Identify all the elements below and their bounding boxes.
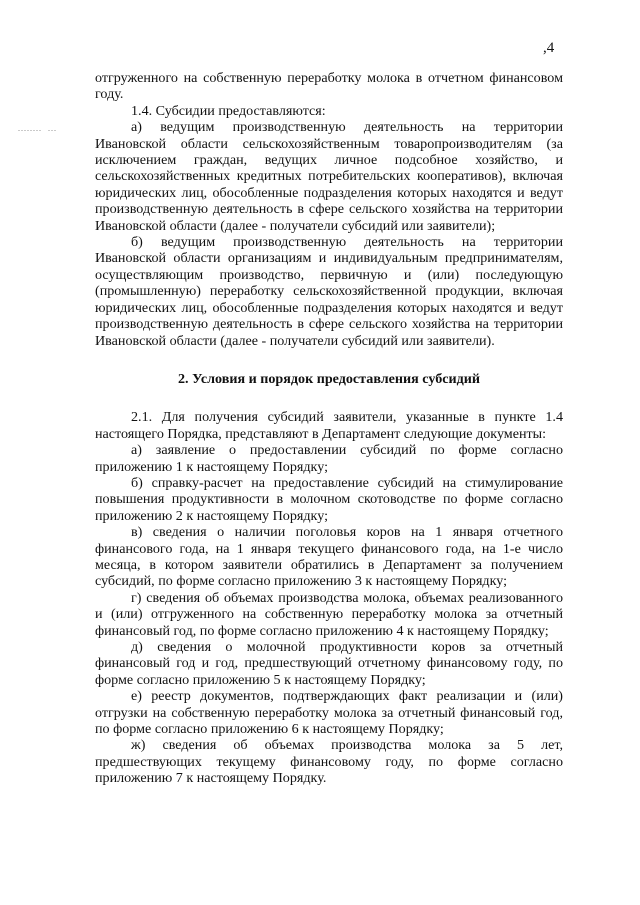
paragraph-2-1-zh: ж) сведения об объемах производства молока за 5 лет, предшествующих текущему финансовому году, по форме согласно приложению 7 к настоящему Порядку. bbox=[95, 737, 563, 787]
paragraph-1-4-b: б) ведущим производственную деятельность на территории Ивановской области организациям и индивидуальным предпринимателям, осуществляющим производство, первичную и (или) последующую (промышленную) переработку сельскохозяйственной продукции, включая юридических лиц, обособленные подразделения которых находятся и ведут производственную деятельность в сфере сельского хозяйства на территории Ивановской области (далее - получатели субсидий или заявители). bbox=[95, 234, 563, 349]
scan-artifact: ........ ... bbox=[18, 124, 57, 133]
paragraph-2-1-a: а) заявление о предоставлении субсидий по форме согласно приложению 1 к настоящему Порядку; bbox=[95, 442, 563, 475]
paragraph-2-1: 2.1. Для получения субсидий заявители, указанные в пункте 1.4 настоящего Порядка, представляют в Департамент следующие документы: bbox=[95, 409, 563, 442]
section-heading: 2. Условия и порядок предоставления субсидий bbox=[177, 370, 481, 387]
paragraph-2-1-v: в) сведения о наличии поголовья коров на 1 января отчетного финансового года, на 1 января текущего финансового года, на 1-е число месяца, в котором заявители обратились в Департамент за получением субсидий, по форме согласно приложению 3 к настоящему Порядку; bbox=[95, 524, 563, 590]
paragraph-1-4: 1.4. Субсидии предоставляются: bbox=[131, 102, 326, 119]
page-number: ,4 bbox=[543, 40, 555, 56]
paragraph-continuation: отгруженного на собственную переработку молока в отчетном финансовом году. bbox=[95, 70, 563, 103]
paragraph-2-1-e: е) реестр документов, подтверждающих факт реализации и (или) отгрузки на собственную переработку молока за отчетный финансовый год, по форме согласно приложению 6 к настоящему Порядку; bbox=[95, 688, 563, 738]
paragraph-2-1-b: б) справку-расчет на предоставление субсидий на стимулирование повышения продуктивности в молочном скотоводстве по форме согласно приложению 2 к настоящему Порядку; bbox=[95, 474, 563, 524]
paragraph-1-4-a: а) ведущим производственную деятельность на территории Ивановской области сельскохозяйственным товаропроизводителям (за исключением граждан, ведущих личное подсобное хозяйство, и сельскохозяйственных кредитных потребительских кооперативов), включая юридических лиц, обособленные подразделения которых находятся и ведут производственную деятельность в сфере сельского хозяйства на территории Ивановской области (далее - получатели субсидий или заявители); bbox=[95, 119, 563, 234]
paragraph-2-1-g: г) сведения об объемах производства молока, объемах реализованного и (или) отгруженного на собственную переработку молока за отчетный финансовый год, по форме согласно приложению 4 к настоящему Порядку; bbox=[95, 589, 563, 639]
document-body bbox=[95, 70, 563, 787]
paragraph-2-1-d: д) сведения о молочной продуктивности коров за отчетный финансовый год и год, предшествующий отчетному финансовому году, по форме согласно приложению 5 к настоящему Порядку; bbox=[95, 639, 563, 688]
